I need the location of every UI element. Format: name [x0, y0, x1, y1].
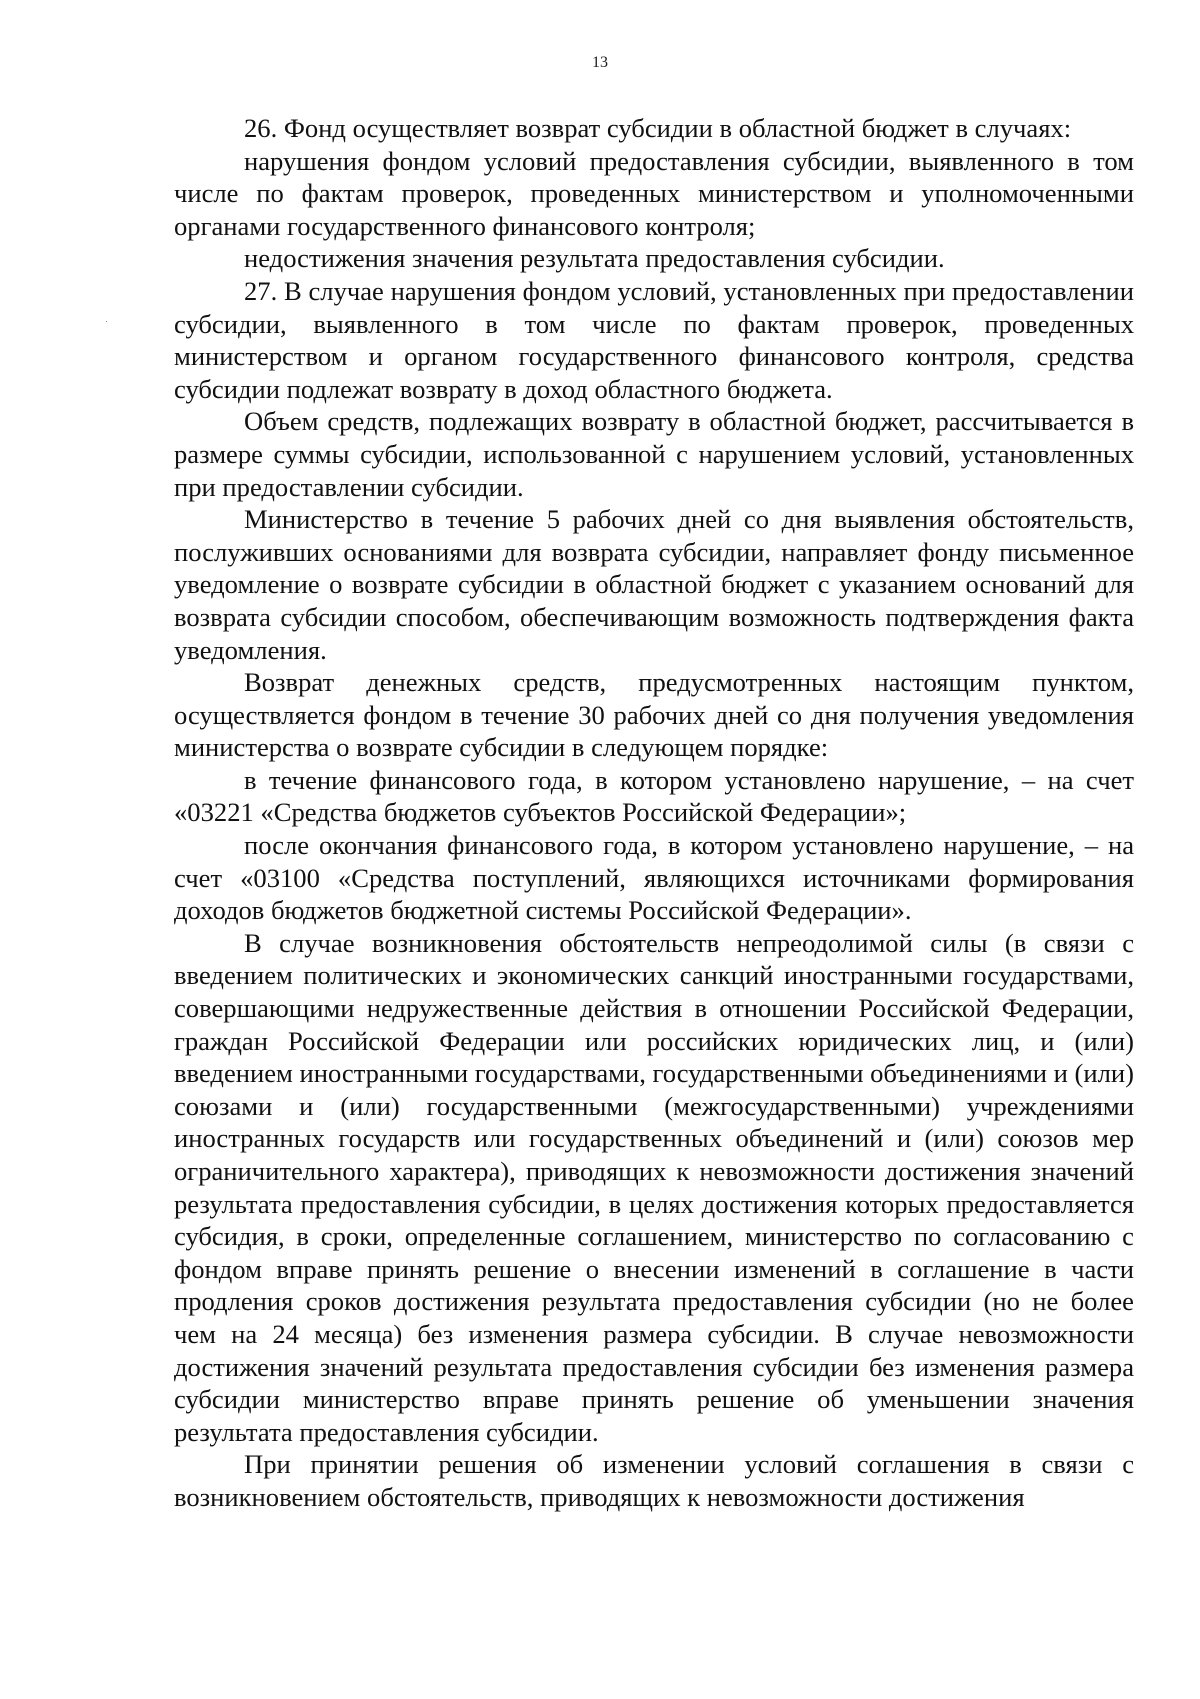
paragraph-27-intro: 27. В случае нарушения фондом условий, установленных при предоставлении субсидии, выявленного в том числе по фактам проверок, проведенных министерством и органом государственного финансового контроля, средства субсидии подлежат возврату в доход областного бюджета.: [174, 275, 1134, 404]
paragraph-ministry-notice: Министерство в течение 5 рабочих дней со дня выявления обстоятельств, послуживших основаниями для возврата субсидии, направляет фонду письменное уведомление о возврате субсидии в областной бюджет с указанием оснований для возврата субсидии способом, обеспечивающим возможность подтверждения факта уведомления.: [174, 504, 1134, 665]
paragraph-force-majeure: В случае возникновения обстоятельств непреодолимой силы (в связи с введением политических и экономических санкций иностранными государствами, совершающими недружественные действия в отношении Российской Федерации, граждан Российской Федерации или российских юридических лиц, и (или) введением иностранными государствами, государственными объединениями и (или) союзами и (или) государственными (межгосударственными) учреждениями иностранных государств или государственных объединений и (или) союзов мер ограничительного характера), приводящих к невозможности достижения значений результата предоставления субсидии, в целях достижения которых предоставляется субсидия, в сроки, определенные соглашением, министерство по согласованию с фондом вправе принять решение о внесении изменений в соглашение в части продления сроков достижения результата предоставления субсидии (но не более чем на 24 месяца) без изменения размера субсидии. В случае невозможности достижения значений результата предоставления субсидии без изменения размера субсидии министерство вправе принять решение об уменьшении значения результата предоставления субсидии.: [174, 927, 1134, 1447]
paragraph-26-result-case: недостижения значения результата предоставления субсидии.: [244, 243, 945, 274]
document-body: [174, 112, 1134, 1514]
paragraph-26-intro: 26. Фонд осуществляет возврат субсидии в областной бюджет в случаях:: [244, 113, 1072, 143]
paragraph-26-violation-case: нарушения фондом условий предоставления субсидии, выявленного в том числе по фактам проверок, проведенных министерством и уполномоченными органами государственного финансового контроля;: [174, 145, 1134, 241]
paragraph-account-after-year: после окончания финансового года, в котором установлено нарушение, – на счет «03100 «Средства поступлений, являющихся источниками формирования доходов бюджетов бюджетной системы Российской Федерации».: [174, 830, 1134, 926]
paragraph-refund-procedure: Возврат денежных средств, предусмотренных настоящим пунктом, осуществляется фондом в течение 30 рабочих дней со дня получения уведомления министерства о возврате субсидии в следующем порядке:: [174, 667, 1134, 763]
paragraph-return-volume: Объем средств, подлежащих возврату в областной бюджет, рассчитывается в размере суммы субсидии, использованной с нарушением условий, установленных при предоставлении субсидии.: [174, 406, 1134, 502]
scan-speck: [106, 321, 107, 322]
page-number: 13: [592, 54, 608, 71]
paragraph-agreement-change: При принятии решения об изменении условий соглашения в связи с возникновением обстоятельств, приводящих к невозможности достижения: [174, 1449, 1134, 1512]
paragraph-account-current-year: в течение финансового года, в котором установлено нарушение, – на счет «03221 «Средства бюджетов субъектов Российской Федерации»;: [174, 764, 1134, 828]
